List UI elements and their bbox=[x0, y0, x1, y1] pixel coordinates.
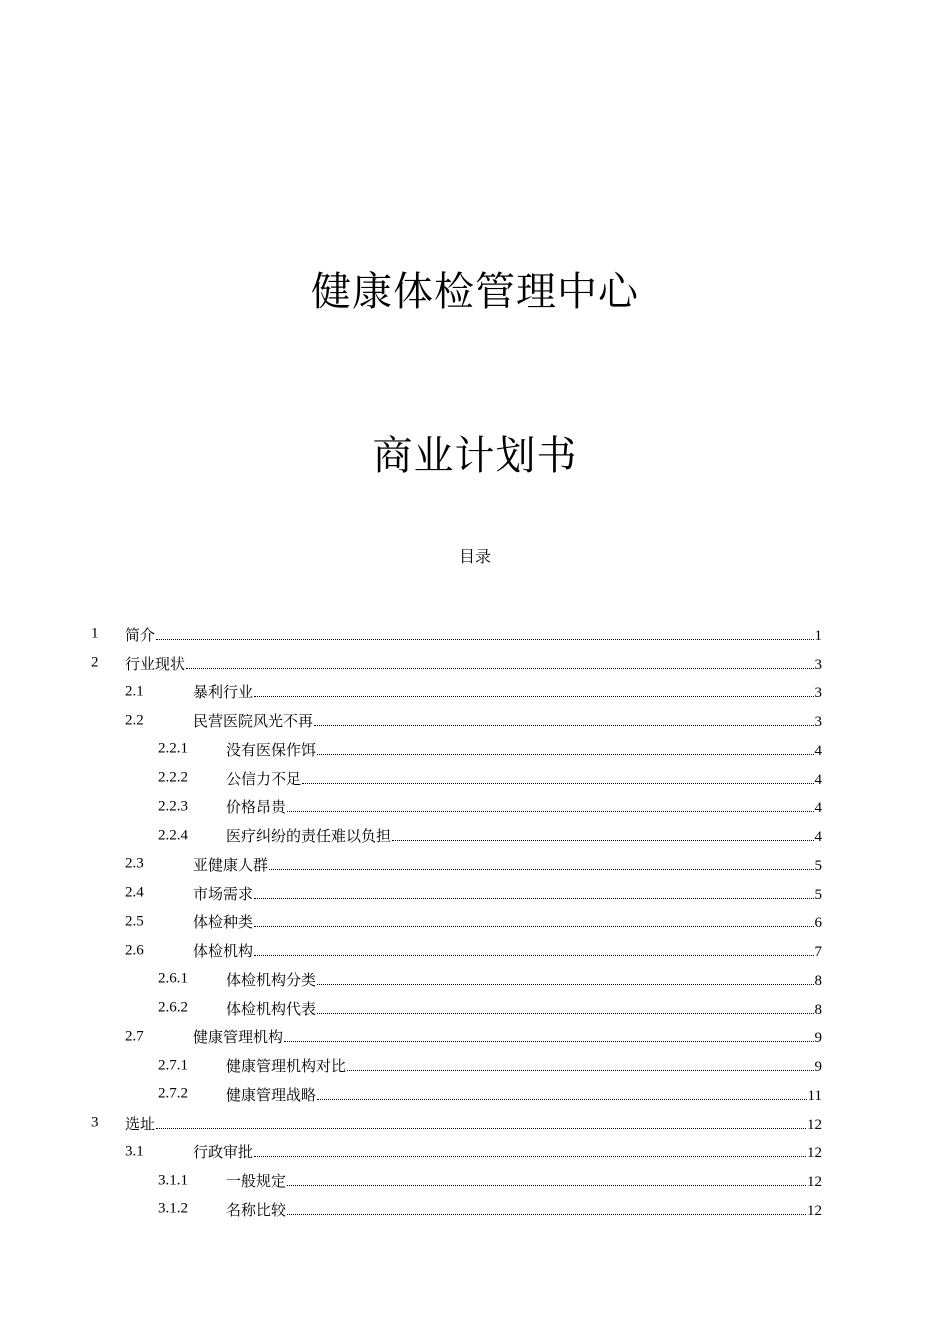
toc-dot-leader bbox=[186, 668, 813, 669]
toc-entry-body bbox=[226, 969, 822, 990]
toc-heading: 目录 bbox=[458, 547, 491, 566]
toc-entry-title: 行业现状 bbox=[125, 656, 186, 673]
toc-entry-title: 名称比较 bbox=[226, 1202, 287, 1219]
toc-entry-page: 4 bbox=[814, 800, 822, 817]
toc-dot-leader bbox=[317, 1099, 807, 1100]
toc-entry-title: 体检种类 bbox=[193, 915, 254, 932]
toc-entry-title: 体检机构代表 bbox=[226, 1001, 317, 1018]
toc-dot-leader bbox=[317, 984, 813, 985]
toc-entry[interactable] bbox=[0, 936, 950, 965]
toc-entry-body bbox=[125, 624, 822, 645]
toc-entry-body bbox=[226, 1199, 822, 1220]
toc-entry-page: 8 bbox=[814, 972, 822, 989]
toc-entry[interactable] bbox=[0, 994, 950, 1023]
toc-entry-body bbox=[226, 1084, 822, 1105]
toc-entry-number: 2 bbox=[91, 654, 99, 671]
toc-entry-body bbox=[226, 1170, 822, 1191]
toc-entry[interactable] bbox=[0, 1109, 950, 1138]
toc-entry-page: 12 bbox=[807, 1145, 822, 1162]
toc-dot-leader bbox=[254, 1156, 806, 1157]
toc-entry-title: 健康管理战略 bbox=[226, 1087, 317, 1104]
toc-entry-page: 6 bbox=[814, 915, 822, 932]
toc-entry-number: 2.4 bbox=[125, 884, 144, 901]
toc-entry[interactable] bbox=[0, 1023, 950, 1052]
toc-dot-leader bbox=[287, 1185, 806, 1186]
toc-dot-leader bbox=[392, 840, 813, 841]
toc-entry[interactable] bbox=[0, 908, 950, 937]
toc-entry-title: 体检机构分类 bbox=[226, 972, 317, 989]
toc-entry[interactable] bbox=[0, 1166, 950, 1195]
toc-entry-page: 11 bbox=[807, 1087, 822, 1104]
toc-entry-page: 5 bbox=[814, 857, 822, 874]
toc-entry-title: 健康管理机构对比 bbox=[226, 1059, 347, 1076]
toc-dot-leader bbox=[254, 926, 813, 927]
toc-entry-number: 2.5 bbox=[125, 913, 144, 930]
toc-entry-body bbox=[193, 1141, 822, 1162]
toc-dot-leader bbox=[314, 725, 813, 726]
toc-entry-title: 简介 bbox=[125, 627, 156, 644]
toc-entry-title: 行政审批 bbox=[193, 1145, 254, 1162]
toc-entry-page: 4 bbox=[814, 829, 822, 846]
toc-entry-number: 2.2.3 bbox=[158, 798, 188, 815]
toc-entry-body bbox=[193, 854, 822, 875]
toc-entry-page: 5 bbox=[814, 886, 822, 903]
toc-entry-page: 3 bbox=[814, 656, 822, 673]
toc-entry-body bbox=[226, 825, 822, 846]
toc-entry-number: 2.6 bbox=[125, 942, 144, 959]
toc-entry-page: 12 bbox=[807, 1202, 822, 1219]
toc-entry-number: 3.1.2 bbox=[158, 1200, 188, 1217]
toc-dot-leader bbox=[254, 898, 813, 899]
toc-entry-number: 3.1 bbox=[125, 1143, 144, 1160]
toc-entry-title: 暴利行业 bbox=[193, 685, 254, 702]
toc-entry-number: 3 bbox=[91, 1114, 99, 1131]
toc-entry[interactable] bbox=[0, 850, 950, 879]
toc-entry-number: 3.1.1 bbox=[158, 1172, 188, 1189]
toc-dot-leader bbox=[317, 754, 813, 755]
toc-entry-page: 9 bbox=[814, 1059, 822, 1076]
toc-entry-body bbox=[193, 681, 822, 702]
toc-entry[interactable] bbox=[0, 1080, 950, 1109]
toc-entry-title: 价格昂贵 bbox=[226, 800, 287, 817]
toc-entry-title: 体检机构 bbox=[193, 944, 254, 961]
toc-dot-leader bbox=[302, 783, 813, 784]
toc-entry-body bbox=[193, 1026, 822, 1047]
toc-dot-leader bbox=[347, 1070, 813, 1071]
toc-entry[interactable] bbox=[0, 1051, 950, 1080]
toc-dot-leader bbox=[156, 1128, 806, 1129]
toc-entry-title: 选址 bbox=[125, 1116, 156, 1133]
toc-entry-page: 9 bbox=[814, 1030, 822, 1047]
toc-entry[interactable] bbox=[0, 706, 950, 735]
toc-entry-body bbox=[226, 768, 822, 789]
toc-entry-number: 2.6.2 bbox=[158, 999, 188, 1016]
toc-dot-leader bbox=[287, 811, 813, 812]
toc-entry[interactable] bbox=[0, 793, 950, 822]
toc-entry-body bbox=[125, 653, 822, 674]
toc-entry-page: 12 bbox=[807, 1174, 822, 1191]
toc-entry-number: 2.7.2 bbox=[158, 1085, 188, 1102]
table-of-contents bbox=[0, 620, 950, 1224]
toc-entry[interactable] bbox=[0, 1138, 950, 1167]
toc-entry[interactable] bbox=[0, 1195, 950, 1224]
toc-entry-title: 亚健康人群 bbox=[193, 857, 269, 874]
toc-dot-leader bbox=[287, 1214, 806, 1215]
toc-entry-number: 2.2.2 bbox=[158, 769, 188, 786]
toc-dot-leader bbox=[254, 955, 813, 956]
toc-entry-page: 3 bbox=[814, 685, 822, 702]
toc-entry-page: 3 bbox=[814, 714, 822, 731]
toc-dot-leader bbox=[156, 639, 813, 640]
toc-entry-title: 医疗纠纷的责任难以负担 bbox=[226, 829, 392, 846]
toc-entry-title: 民营医院风光不再 bbox=[193, 714, 314, 731]
toc-entry[interactable] bbox=[0, 678, 950, 707]
toc-entry-body bbox=[226, 1055, 822, 1076]
toc-entry-body bbox=[193, 710, 822, 731]
toc-dot-leader bbox=[254, 696, 813, 697]
toc-entry[interactable] bbox=[0, 735, 950, 764]
toc-entry[interactable] bbox=[0, 879, 950, 908]
toc-entry-page: 4 bbox=[814, 742, 822, 759]
toc-entry-number: 2.6.1 bbox=[158, 970, 188, 987]
toc-entry-title: 市场需求 bbox=[193, 886, 254, 903]
toc-entry-number: 2.7.1 bbox=[158, 1057, 188, 1074]
toc-entry-body bbox=[193, 883, 822, 904]
toc-entry-title: 公信力不足 bbox=[226, 771, 302, 788]
toc-entry-title: 没有医保作饵 bbox=[226, 742, 317, 759]
toc-entry-title: 健康管理机构 bbox=[193, 1030, 284, 1047]
document-subtitle: 商业计划书 bbox=[372, 433, 578, 479]
toc-dot-leader bbox=[317, 1013, 813, 1014]
toc-entry[interactable] bbox=[0, 649, 950, 678]
toc-entry-page: 4 bbox=[814, 771, 822, 788]
toc-dot-leader bbox=[284, 1041, 813, 1042]
toc-entry-page: 7 bbox=[814, 944, 822, 961]
toc-entry-page: 1 bbox=[814, 627, 822, 644]
toc-entry-number: 2.1 bbox=[125, 683, 144, 700]
document-title: 健康体检管理中心 bbox=[311, 269, 639, 315]
toc-entry-number: 2.3 bbox=[125, 855, 144, 872]
toc-entry-body bbox=[226, 796, 822, 817]
toc-entry-number: 2.2 bbox=[125, 712, 144, 729]
toc-entry-body bbox=[193, 940, 822, 961]
toc-entry[interactable] bbox=[0, 764, 950, 793]
toc-entry-body bbox=[226, 739, 822, 760]
toc-entry-body bbox=[193, 911, 822, 932]
toc-entry[interactable] bbox=[0, 620, 950, 649]
toc-entry-title: 一般规定 bbox=[226, 1174, 287, 1191]
toc-entry-page: 12 bbox=[807, 1116, 822, 1133]
toc-entry-page: 8 bbox=[814, 1001, 822, 1018]
toc-entry-number: 2.7 bbox=[125, 1028, 144, 1045]
toc-entry-body bbox=[226, 998, 822, 1019]
toc-entry-number: 2.2.1 bbox=[158, 740, 188, 757]
toc-entry[interactable] bbox=[0, 965, 950, 994]
toc-entry-number: 2.2.4 bbox=[158, 827, 188, 844]
toc-dot-leader bbox=[269, 869, 813, 870]
toc-entry-body bbox=[125, 1113, 822, 1134]
toc-entry[interactable] bbox=[0, 821, 950, 850]
toc-entry-number: 1 bbox=[91, 625, 99, 642]
